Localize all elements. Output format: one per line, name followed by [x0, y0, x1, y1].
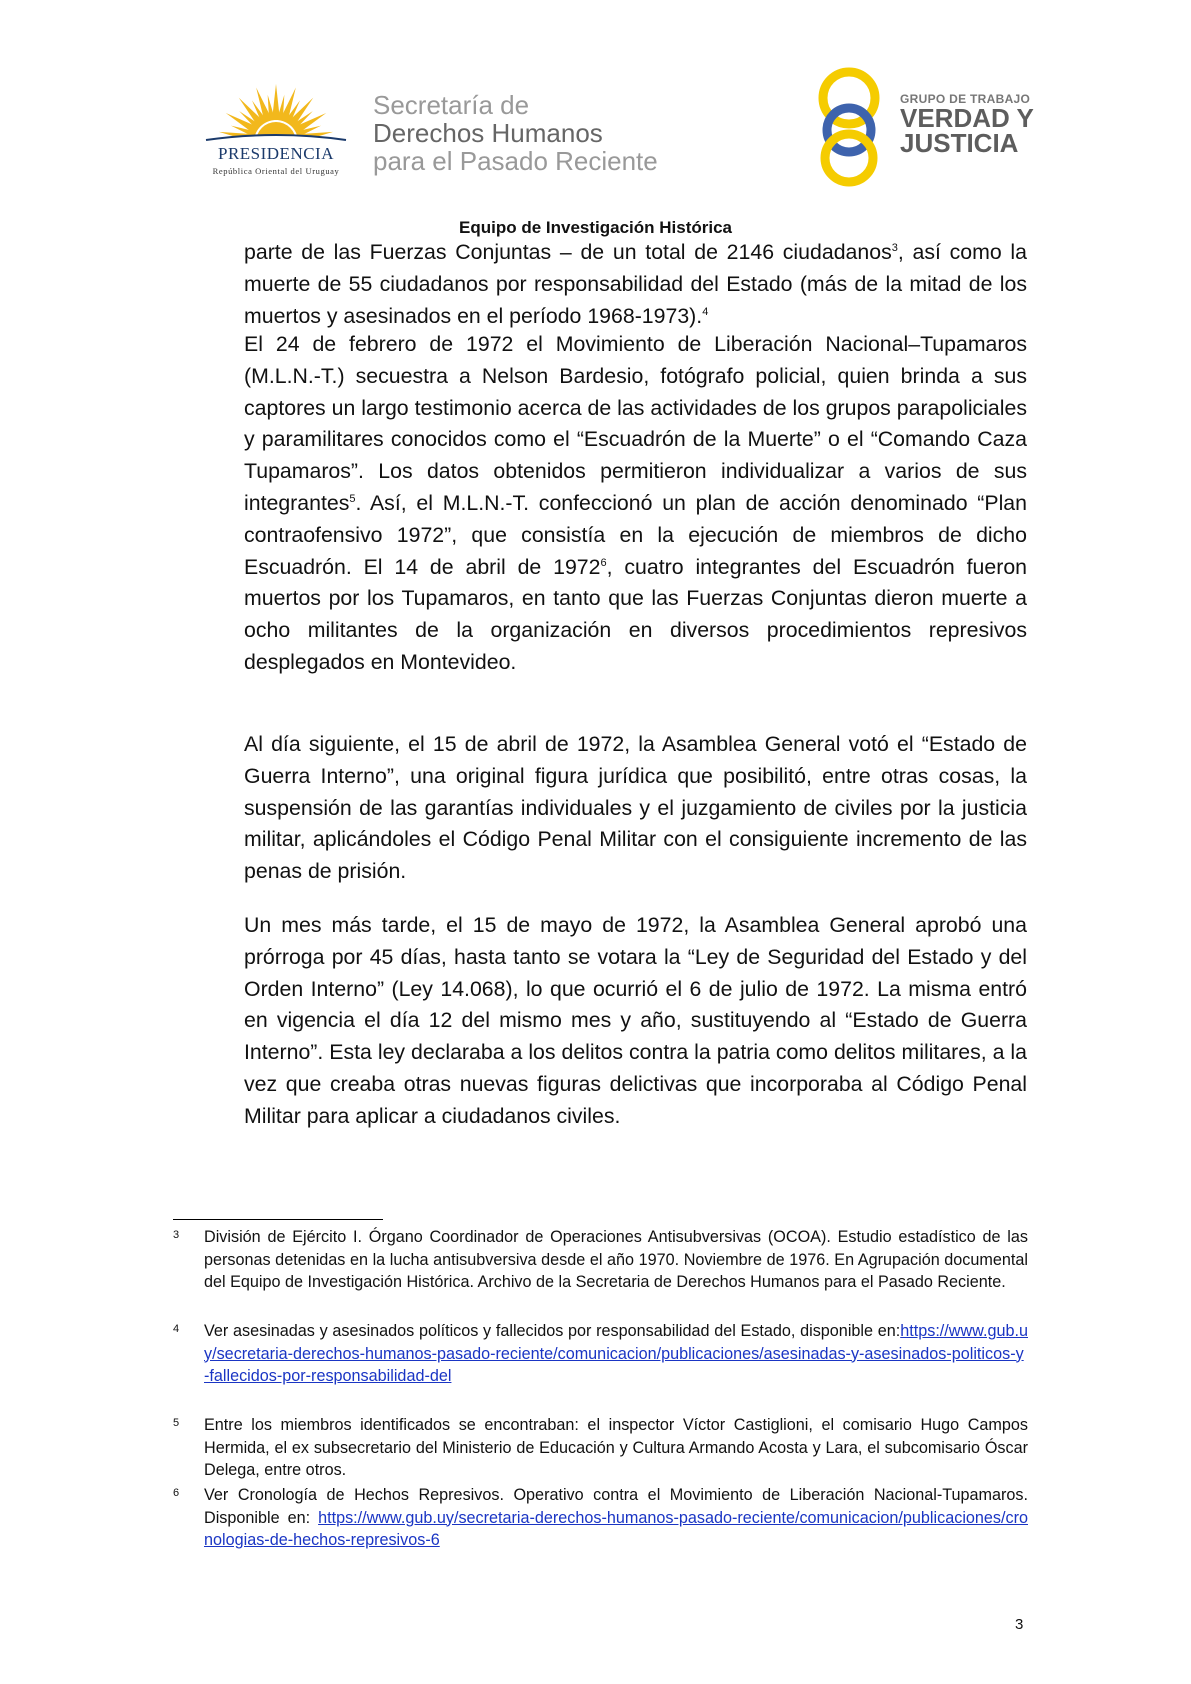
footnote-ref-4[interactable]: 4: [702, 305, 709, 318]
paragraph-4: [244, 910, 1027, 1133]
secretaria-line-2: Derechos Humanos: [373, 118, 603, 148]
footnote-6-link[interactable]: https://www.gub.uy/secretaria-derechos-humanos-pasado-reciente/comunicacion/publicaciones/cronologias-de-hechos-represivos-6: [204, 1508, 1028, 1549]
justicia-label: JUSTICIA: [900, 128, 1019, 158]
footnote-6-number: 6: [173, 1487, 180, 1499]
footnote-4: [173, 1320, 1028, 1388]
p2-text-c: , cuatro integrantes del Escuadrón fueron muertos por los Tupamaros, en tanto que las Fuerzas Conjuntas dieron muerte a ocho militantes de la organización en diversos procedimientos represivos desplegados en Montevideo.: [244, 554, 1028, 674]
footnote-5-number: 5: [173, 1417, 180, 1429]
secretaria-line-3: para el Pasado Reciente: [373, 146, 658, 176]
verdad-justicia-rings-logo: [807, 60, 897, 190]
footnote-3-text: División de Ejército I. Órgano Coordinador de Operaciones Antisubversivas (OCOA). Estudio estadístico de las personas detenidas en la lucha antisubversiva desde el año 1970. Noviembre de 1976. En Agrupación documental del Equipo de Investigación Histórica. Archivo de la Secretaria de Derechos Humanos para el Pasado Reciente.: [204, 1228, 1028, 1291]
p4-text: Un mes más tarde, el 15 de mayo de 1972, la Asamblea General aprobó una prórroga por 45 días, hasta tanto se votara la “Ley de Seguridad del Estado y del Orden Interno” (Ley 14.068), lo que ocurrió el 6 de julio de 1972. La misma entró en vigencia el día 12 del mismo mes y año, sustituyendo al “Estado de Guerra Interno”. Esta ley declaraba a los delitos contra la patria como delitos militares, a la vez que creaba otras nuevas figuras delictivas que incorporaba al Código Penal Militar para aplicar a ciudadanos civiles.: [244, 913, 1027, 1128]
grupo-trabajo-label: GRUPO DE TRABAJO: [900, 92, 1031, 106]
footnote-6-text: Ver Cronología de Hechos Represivos. Operativo contra el Movimiento de Liberación Nacional-Tupamaros. Disponible en:: [204, 1486, 1028, 1527]
team-heading: Equipo de Investigación Histórica: [459, 218, 732, 237]
secretaria-title: [373, 91, 658, 175]
footnote-ref-6[interactable]: 6: [600, 556, 607, 569]
footnote-ref-5[interactable]: 5: [349, 492, 356, 505]
p2-text-b: . Así, el M.L.N.-T. confeccionó un plan de acción denominado “Plan contraofensivo 1972”, que consistía en la ejecución de miembros de dicho Escuadrón. El 14 de abril de 1972: [244, 490, 1027, 579]
p2-text-a: El 24 de febrero de 1972 el Movimiento de Liberación Nacional–Tupamaros (M.L.N.-T.) secuestra a Nelson Bardesio, fotógrafo policial, quien brinda a sus captores un largo testimonio acerca de las actividades de los grupos parapoliciales y paramilitares conocidos como el “Escuadrón de la Muerte” o el “Comando Caza Tupamaros”. Los datos obtenidos permitieron individualizar a varios de sus integrantes: [244, 332, 1027, 515]
paragraph-3: [244, 729, 1027, 888]
footnote-5-text: Entre los miembros identificados se encontraban: el inspector Víctor Castiglioni, el comisario Hugo Campos Hermida, el ex subsecretario del Ministerio de Educación y Cultura Armando Acosta y Lara, el subcomisario Óscar Delega, entre otros.: [204, 1416, 1028, 1479]
footnote-3-number: 3: [173, 1229, 180, 1241]
p1-text-a: parte de las Fuerzas Conjuntas – de un total de 2146 ciudadanos: [244, 240, 892, 264]
footnote-4-link[interactable]: https://www.gub.uy/secretaria-derechos-humanos-pasado-reciente/comunicacion/publicaciones/asesinadas-y-asesinados-politicos-y-fallecidos-por-responsabilidad-del: [204, 1322, 1028, 1385]
paragraph-1: [244, 237, 1027, 332]
footnote-6-body: [204, 1484, 1028, 1552]
footnote-4-text: Ver asesinadas y asesinados políticos y fallecidos por responsabilidad del Estado, disponible en:: [204, 1322, 901, 1340]
p1-text-b: , así como la muerte de 55 ciudadanos por responsabilidad del Estado (más de la mitad de los muertos y asesinados en el período 1968-1973).: [244, 240, 1027, 328]
presidencia-sub-label: República Oriental del Uruguay: [212, 166, 340, 176]
page-number: 3: [1015, 1616, 1024, 1633]
verdad-justicia-label: [900, 103, 1034, 158]
footnote-4-number: 4: [173, 1323, 180, 1335]
footnote-3: [173, 1226, 1028, 1294]
paragraph-2: [244, 329, 1027, 679]
p3-text: Al día siguiente, el 15 de abril de 1972, la Asamblea General votó el “Estado de Guerra Interno”, una original figura jurídica que posibilitó, entre otras cosas, la suspensión de las garantías individuales y el juzgamiento de civiles por la justicia militar, aplicándoles el Código Penal Militar con el consiguiente incremento de las penas de prisión.: [244, 732, 1027, 884]
footnote-ref-3[interactable]: 3: [891, 241, 898, 254]
presidencia-label: PRESIDENCIA: [217, 144, 334, 163]
secretaria-line-1: Secretaría de: [373, 90, 530, 120]
verdad-label: VERDAD Y: [900, 103, 1034, 133]
footnote-separator: [173, 1219, 383, 1220]
footnote-5: [173, 1414, 1028, 1482]
footnote-6: [173, 1484, 1028, 1552]
footnote-4-body: [204, 1320, 1028, 1388]
